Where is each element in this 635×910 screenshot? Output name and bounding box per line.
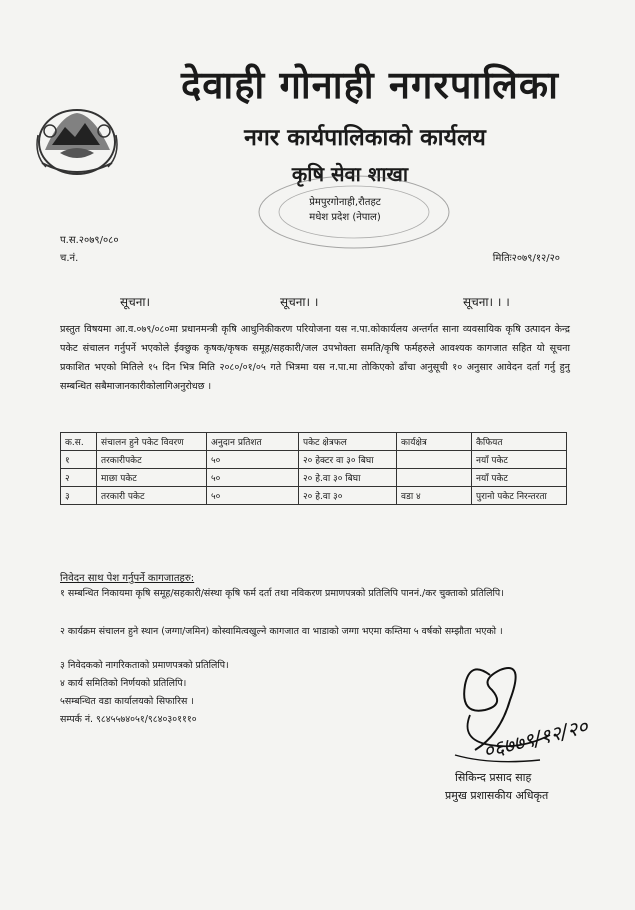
list-item: ५सम्बन्धित वडा कार्यालयको सिफारिस । bbox=[60, 696, 194, 707]
table-header-cell: संचालन हुने पकेट विवरण bbox=[97, 433, 207, 451]
list-item: २ कार्यक्रम संचालन हुने स्थान (जग्गा/जमिन) कोस्वामित्वखुल्ने कागजात वा भाडाको जग्गा भएमा कम्तिमा ५ वर्षको सम्झौता भएको । bbox=[60, 626, 503, 637]
table-row bbox=[61, 487, 567, 505]
table-row bbox=[61, 451, 567, 469]
address-line-2: मधेश प्रदेश (नेपाल) bbox=[309, 212, 381, 223]
section-name: कृषि सेवा शाखा bbox=[291, 162, 409, 186]
table-header-cell: कैफियत bbox=[472, 433, 567, 451]
notice-body: प्रस्तुत विषयमा आ.व.०७९/०८०मा प्रधानमन्त्री कृषि आधुनिकीकरण परियोजना यस न.पा.कोकार्यलय अन्तर्गत साना व्यवसायिक कृषि उत्पादन केन्द्र पकेट संचालन गर्नुपर्ने भएकोले ईक्छुक कृषक/कृषक समूह/सहकारी/जल उपभोक्ता समति/कृषि फर्महरुले आवश्यक कागजात सहित यो सूचना प्रकाशित भएको मितिले १५ दिन भित्र मिति २०८०/०१/०५ गते भित्रमा यस न.पा.मा तोकिएको ढाँचा अनुसूची १० अनुसार आवेदन दर्ता गर्नु हुनु सम्बन्धित सबैमाजानकारीकोलागिअनुरोधछ । bbox=[60, 324, 570, 392]
table-cell: तरकारीपकेट bbox=[97, 451, 207, 469]
table-cell: २ bbox=[61, 469, 97, 487]
table-cell: वडा ४ bbox=[397, 487, 472, 505]
table-header-cell: अनुदान प्रतिशत bbox=[207, 433, 299, 451]
table-cell: तरकारी पकेट bbox=[97, 487, 207, 505]
org-name: देवाही गोनाही नगरपालिका bbox=[181, 62, 559, 107]
notice-heading-3: सूचना। । । bbox=[463, 295, 510, 309]
list-item: ४ कार्य समितिको निर्णयको प्रतिलिपि। bbox=[60, 678, 187, 689]
table-cell: पुरानो पकेट निरन्तरता bbox=[472, 487, 567, 505]
nepal-emblem-icon bbox=[30, 95, 125, 180]
table-cell: २० हे.वा ३० bbox=[299, 487, 397, 505]
table-cell: नयाँ पकेट bbox=[472, 469, 567, 487]
table-header-row bbox=[61, 433, 567, 451]
contact-number: सम्पर्क नं. ९८४५५७४०५१/९८४०३०१११० bbox=[60, 714, 197, 725]
table-cell: ३ bbox=[61, 487, 97, 505]
table-cell: ५० bbox=[207, 487, 299, 505]
pocket-table bbox=[60, 432, 567, 505]
table-header-cell: कार्यक्षेत्र bbox=[397, 433, 472, 451]
table-cell: नयाँ पकेट bbox=[472, 451, 567, 469]
dispatch-number: च.नं. bbox=[60, 253, 79, 264]
table-header-cell: पकेट क्षेत्रफल bbox=[299, 433, 397, 451]
table-cell: २० हेक्टर वा ३० बिघा bbox=[299, 451, 397, 469]
table-cell: १ bbox=[61, 451, 97, 469]
letter-number: प.स.२०७९/०८० bbox=[60, 235, 119, 246]
handwritten-signature bbox=[430, 655, 610, 785]
table-cell: माछा पकेट bbox=[97, 469, 207, 487]
address-line-1: प्रेमपुरगोनाही,रौतहट bbox=[309, 197, 381, 208]
table-cell: २० हे.वा ३० बिघा bbox=[299, 469, 397, 487]
office-name: नगर कार्यपालिकाको कार्यलय bbox=[244, 124, 486, 151]
signatory-name: सिकिन्द प्रसाद साह bbox=[455, 771, 532, 784]
letter-date: मितिः२०७९/१२/२० bbox=[492, 253, 560, 264]
svg-text:०६७७९/१२/२०: ०६७७९/१२/२० bbox=[480, 714, 591, 764]
documents-title: निवेदन साथ पेश गर्नुपर्ने कागजातहरु: bbox=[60, 573, 195, 584]
table-cell bbox=[397, 451, 472, 469]
notice-heading-2: सूचना। । bbox=[280, 295, 319, 309]
table-row bbox=[61, 469, 567, 487]
signatory-title: प्रमुख प्रशासकीय अधिकृत bbox=[445, 789, 549, 802]
table-cell: ५० bbox=[207, 451, 299, 469]
notice-heading-1: सूचना। bbox=[120, 295, 151, 309]
table-cell: ५० bbox=[207, 469, 299, 487]
table-header-cell: क.स. bbox=[61, 433, 97, 451]
list-item: १ सम्बन्धित निकायमा कृषि समूह/सहकारी/संस्था कृषि फर्म दर्ता तथा नविकरण प्रमाणपत्रको प्रतिलिपि पाननं./कर चुक्ताको प्रतिलिपि। bbox=[60, 588, 504, 599]
table-cell bbox=[397, 469, 472, 487]
list-item: ३ निवेदकको नागरिकताको प्रमाणपत्रको प्रतिलिपि। bbox=[60, 660, 229, 671]
